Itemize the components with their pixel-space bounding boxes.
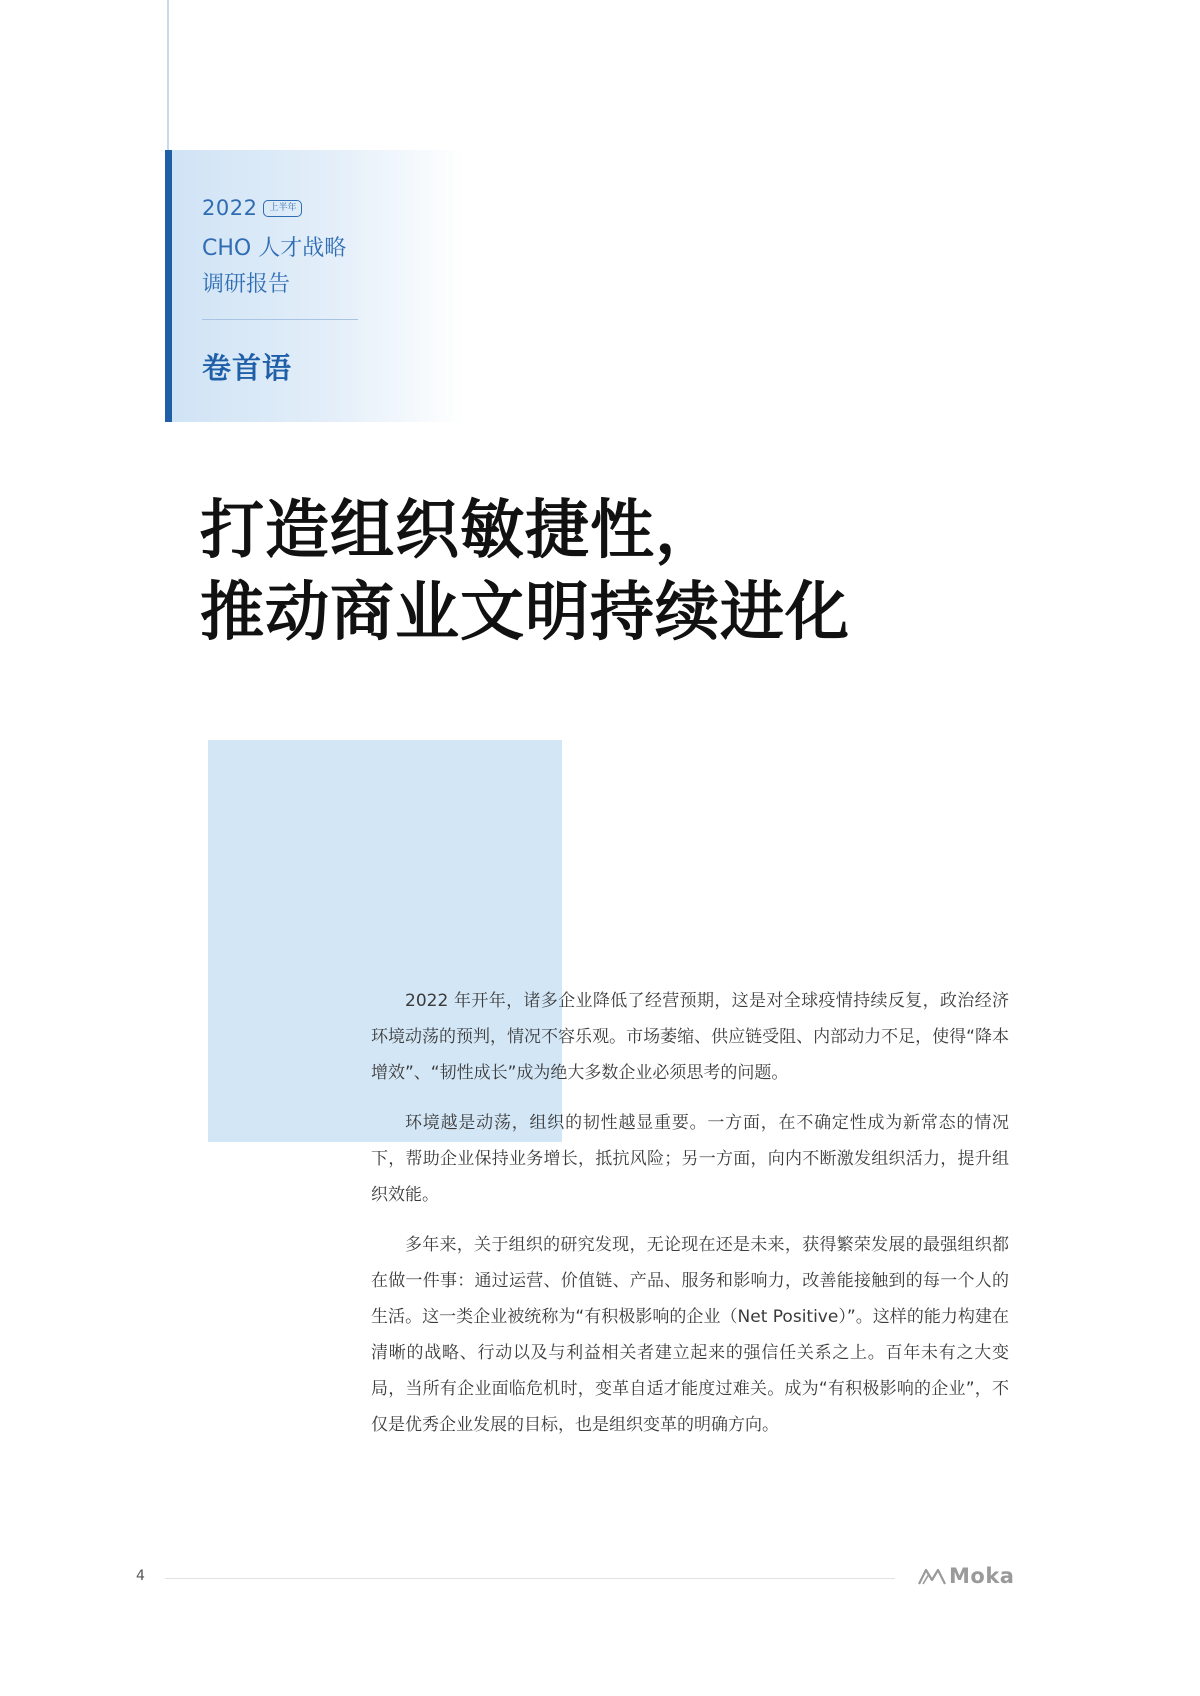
report-title-line2: 调研报告 xyxy=(202,272,291,297)
brand-logo xyxy=(917,1564,1014,1588)
header-accent-bar xyxy=(165,150,172,422)
body-paragraph-3: 多年来，关于组织的研究发现，无论现在还是未来，获得繁荣发展的最强组织都在做一件事：通过运营、价值链、产品、服务和影响力，改善能接触到的每一个人的生活。这一类企业被统称为“有积极影响的企业（Net Positive）”。这样的能力构建在清晰的战略、行动以及与利益相关者建立起来的强信任关系之上。百年未有之大变局，当所有企业面临危机时，变革自适才能度过难关。成为“有积极影响的企业”，不仅是优秀企业发展的目标，也是组织变革的明确方向。 xyxy=(371,1235,1009,1435)
half-year-badge: 上半年 xyxy=(263,200,302,217)
top-vertical-rule xyxy=(167,0,169,152)
report-year: 2022 xyxy=(202,196,258,220)
section-title: 卷首语 xyxy=(202,351,293,385)
brand-name: Moka xyxy=(949,1564,1015,1588)
report-year-line xyxy=(202,196,302,220)
body-paragraph-1: 2022 年开年，诸多企业降低了经营预期，这是对全球疫情持续反复，政治经济环境动荡的预判，情况不容乐观。市场萎缩、供应链受阻、内部动力不足，使得“降本增效”、“韧性成长”成为绝大多数企业必须思考的问题。 xyxy=(371,991,1009,1083)
page-number: 4 xyxy=(136,1568,145,1584)
body-text xyxy=(371,983,1009,1457)
moka-logo-icon xyxy=(917,1566,947,1586)
header-divider xyxy=(202,319,358,320)
report-title-line1: CHO 人才战略 xyxy=(202,236,347,261)
body-paragraph-2: 环境越是动荡，组织的韧性越显重要。一方面，在不确定性成为新常态的情况下，帮助企业保持业务增长，抵抗风险；另一方面，向内不断激发组织活力，提升组织效能。 xyxy=(371,1113,1009,1205)
page-headline xyxy=(200,490,1100,654)
headline-line1: 打造组织敏捷性， xyxy=(200,494,720,568)
headline-line2: 推动商业文明持续进化 xyxy=(200,576,850,650)
footer-rule xyxy=(165,1578,895,1579)
